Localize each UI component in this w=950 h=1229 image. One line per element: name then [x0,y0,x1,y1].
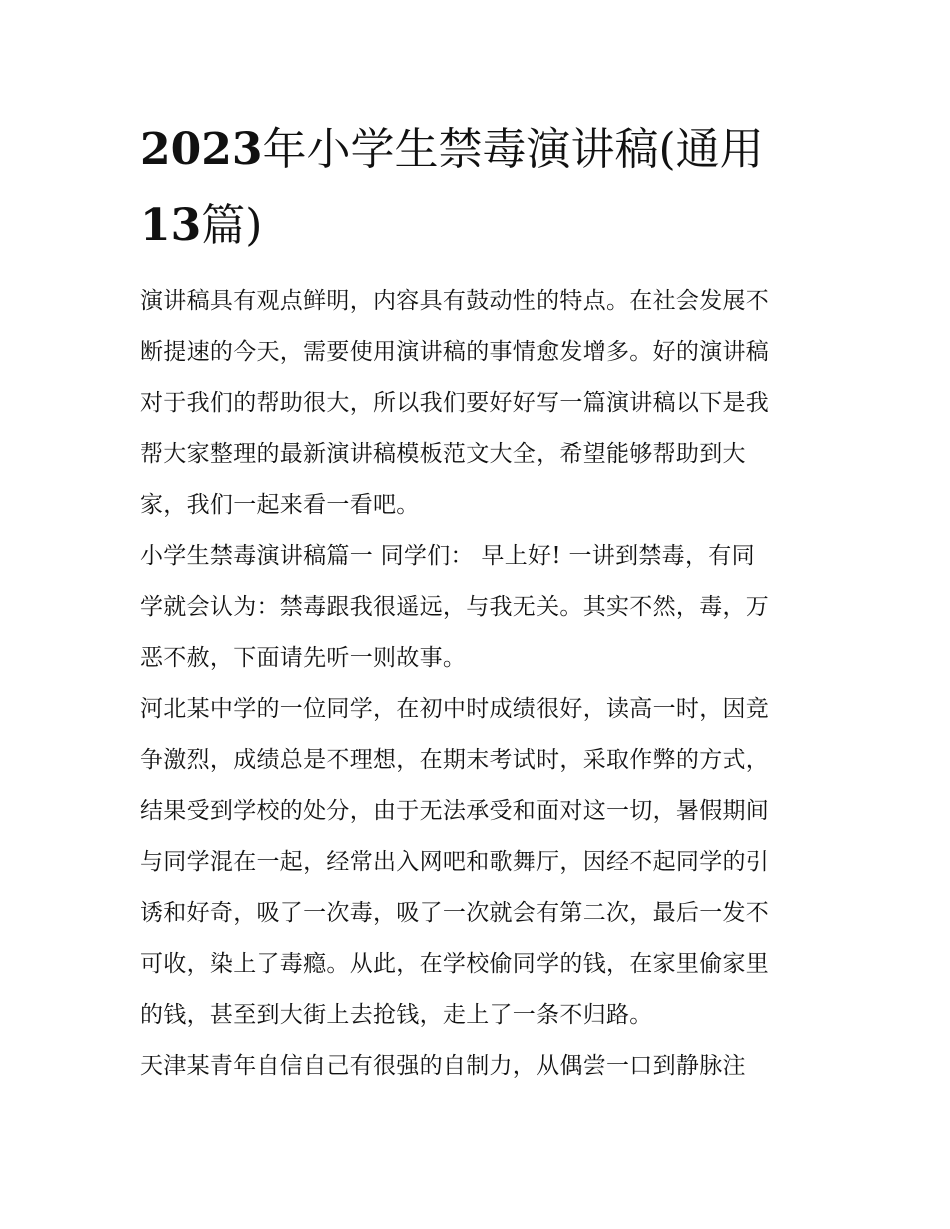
text-line: 对于我们的帮助很大，所以我们要好好写一篇演讲稿以下是我 [140,390,770,416]
text-line: 结果受到学校的处分，由于无法承受和面对这一切，暑假期间 [140,798,770,824]
text-line: 学就会认为：禁毒跟我很遥远，与我无关。其实不然，毒，万 [140,594,770,620]
text-line: 演讲稿具有观点鲜明，内容具有鼓动性的特点。在社会发展不 [140,288,770,314]
title-count: 13 [140,200,202,251]
document-body [140,276,812,1092]
text-line: 帮大家整理的最新演讲稿模板范文大全，希望能够帮助到大 [140,441,746,467]
title-year: 2023 [140,124,263,175]
paragraph-intro [140,276,812,531]
text-line: 小学生禁毒演讲稿篇一 同学们： 早上好! 一讲到禁毒，有同 [140,543,755,569]
text-line: 断提速的今天，需要使用演讲稿的事情愈发增多。好的演讲稿 [140,339,770,365]
text-line: 与同学混在一起，经常出入网吧和歌舞厅，因经不起同学的引 [140,849,770,875]
paragraph-story-tianjin [140,1041,812,1092]
text-line: 争激烈，成绩总是不理想，在期末考试时，采取作弊的方式， [140,747,770,773]
text-line: 的钱，甚至到大街上去抢钱，走上了一条不归路。 [140,1002,653,1028]
title-suffix: 篇) [201,200,263,251]
text-line: 诱和好奇，吸了一次毒，吸了一次就会有第二次，最后一发不 [140,900,770,926]
text-line: 家，我们一起来看一看吧。 [140,492,420,518]
text-line: 河北某中学的一位同学，在初中时成绩很好，读高一时，因竞 [140,696,770,722]
text-line: 可收，染上了毒瘾。从此，在学校偷同学的钱，在家里偷家里 [140,951,770,977]
paragraph-speech-one [140,531,812,684]
paragraph-story-hebei [140,684,812,1041]
document-title [140,112,820,264]
title-text: 年小学生禁毒演讲稿(通用 [262,124,764,175]
text-line: 恶不赦，下面请先听一则故事。 [140,645,467,671]
text-line: 天津某青年自信自己有很强的自制力，从偶尝一口到静脉注 [140,1053,746,1079]
